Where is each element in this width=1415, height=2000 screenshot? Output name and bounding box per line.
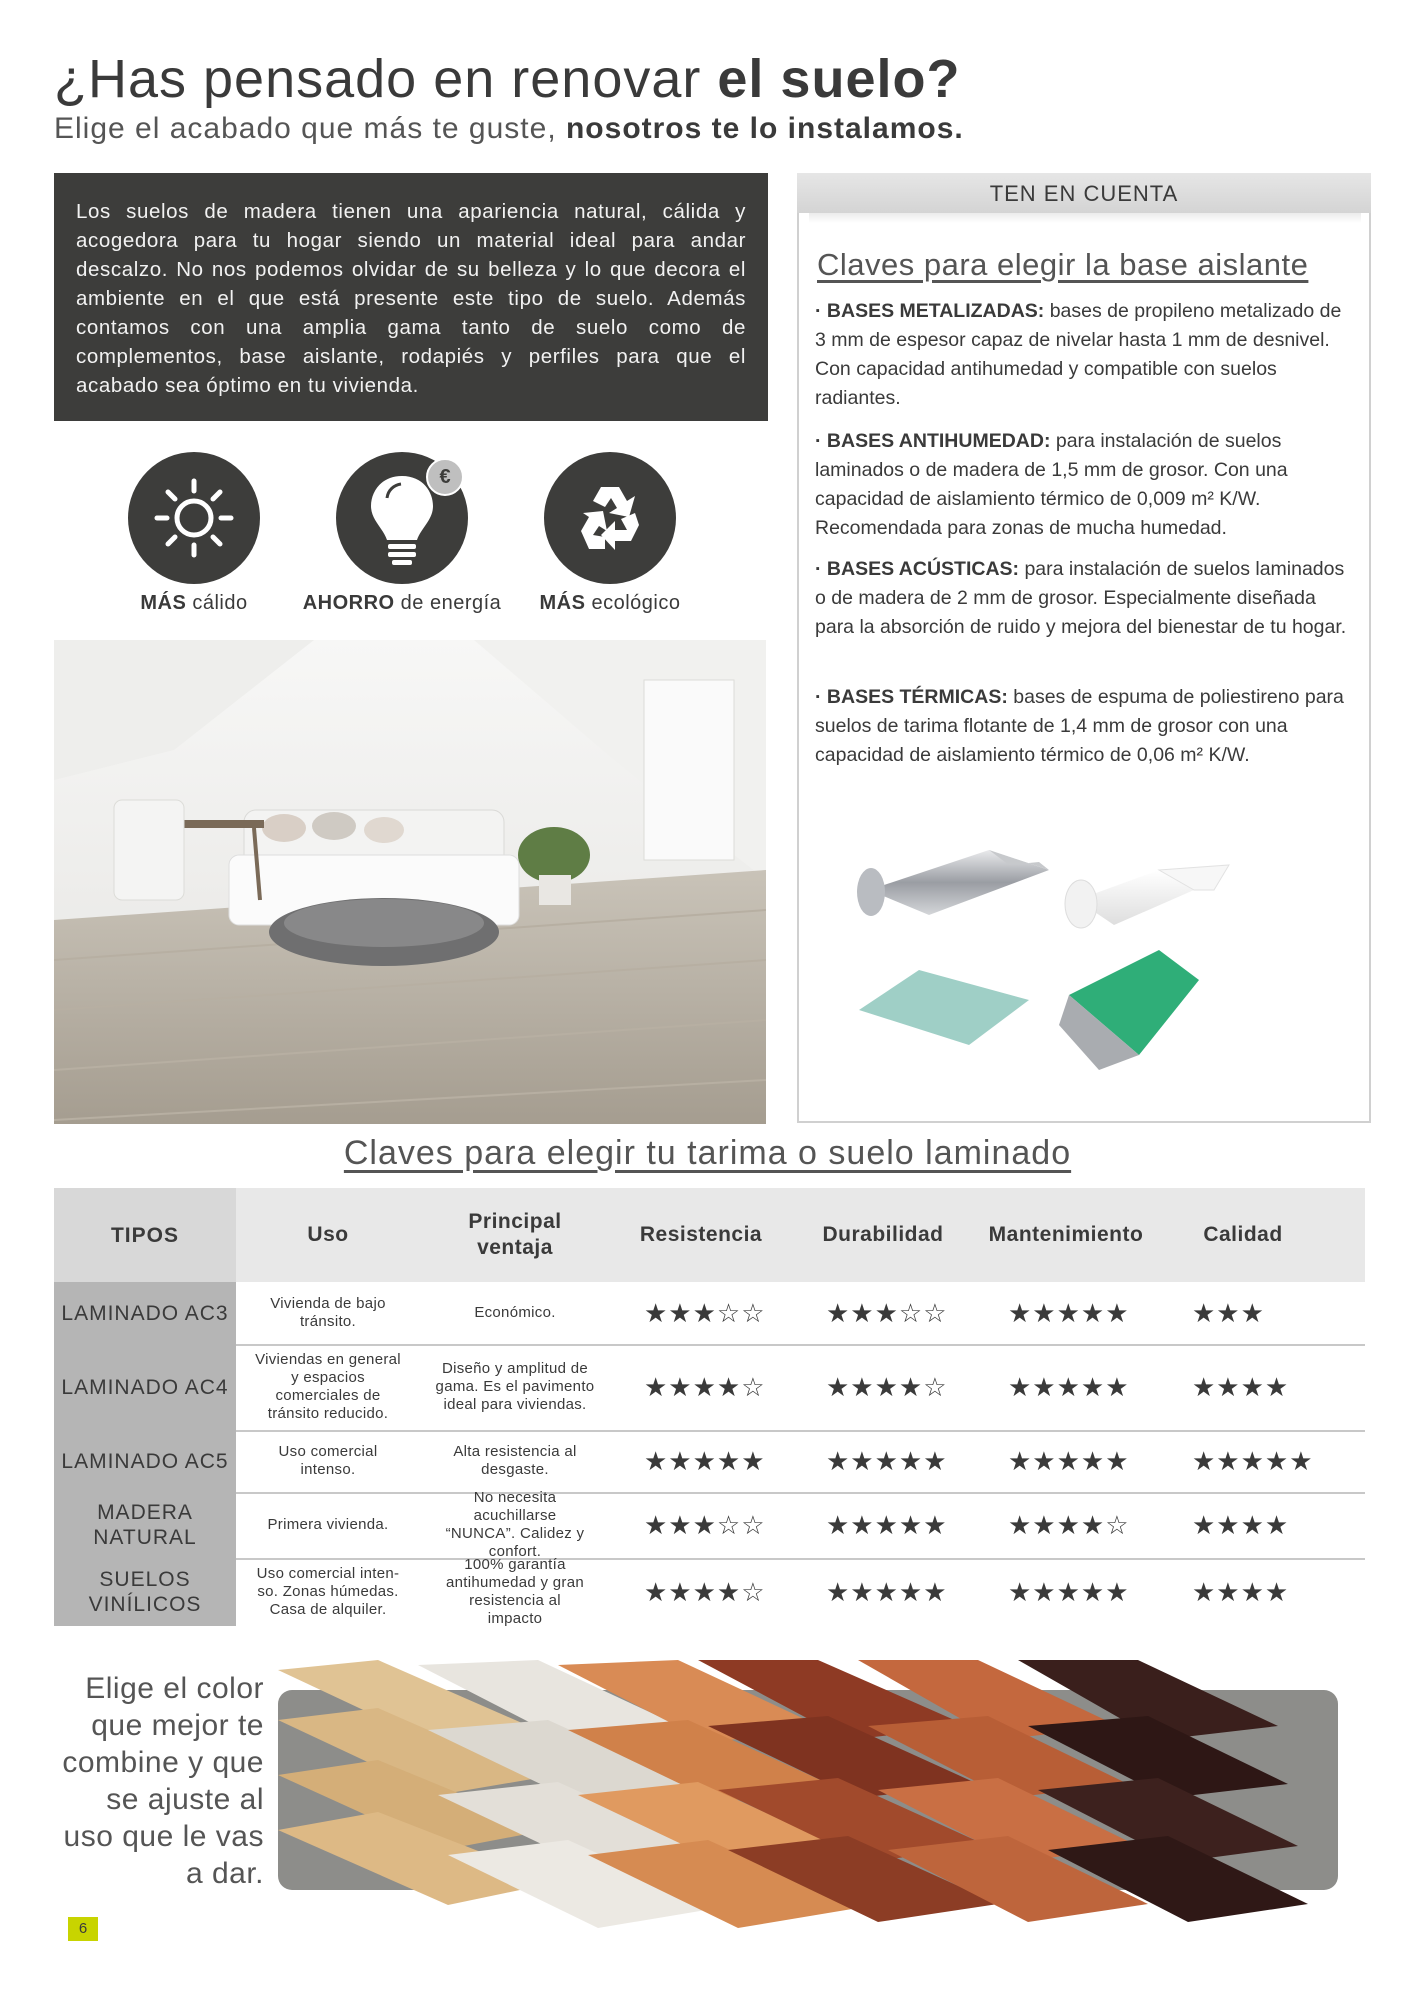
table-title: Claves para elegir tu tarima o suelo laminado (343, 1134, 1072, 1172)
quality-stars: ★★★★ (1192, 1371, 1290, 1402)
tips-header: TEN EN CUENTA (797, 173, 1371, 213)
use-cell: Primera vivienda. (267, 1516, 389, 1533)
feature-label: MÁS cálido (140, 592, 248, 614)
resistance-stars: ★★★☆☆ (644, 1297, 766, 1328)
quality-stars: ★★★★★ (1192, 1445, 1314, 1476)
tips-box (797, 173, 1371, 1123)
resistance-stars: ★★★★☆ (644, 1576, 766, 1607)
tips-title: Claves para elegir la base aislante (817, 247, 1309, 282)
column-header: TIPOS (54, 1188, 236, 1282)
resistance-stars: ★★★★☆ (644, 1371, 766, 1402)
durability-stars: ★★★☆☆ (826, 1297, 948, 1328)
base-item-antihumidity: · BASES ANTIHUMEDAD: para instalación de suelos laminados o de madera de 1,5 mm de grosor. Con una capacidad de aislamiento térmico de 0,009 m² K/W. Recomendada para zonas de mucha humedad. (815, 430, 1288, 539)
column-header: Mantenimiento (988, 1223, 1144, 1246)
type-cell: SUELOS VINÍLICOS (54, 1558, 236, 1626)
page-number: 6 (68, 1917, 98, 1941)
quality-stars: ★★★★ (1192, 1509, 1290, 1540)
maintenance-stars: ★★★★★ (1008, 1445, 1130, 1476)
quality-stars: ★★★ (1192, 1297, 1265, 1328)
feature-label: AHORRO de energía (302, 592, 502, 614)
sun-icon (128, 452, 260, 584)
advantage-cell: Diseño y amplitud de gama. Es el pavimento ideal para viviendas. (435, 1360, 595, 1413)
durability-stars: ★★★★★ (826, 1576, 948, 1607)
maintenance-stars: ★★★★☆ (1008, 1509, 1130, 1540)
table-header-row (54, 1188, 1365, 1282)
maintenance-stars: ★★★★★ (1008, 1576, 1130, 1607)
resistance-stars: ★★★★★ (644, 1445, 766, 1476)
base-item-thermal: · BASES TÉRMICAS: bases de espuma de poliestireno para suelos de tarima flotante de 1,4 mm de grosor con una capacidad de aislamiento térmico de 0,06 m² K/W. (815, 686, 1344, 766)
durability-stars: ★★★★★ (826, 1509, 948, 1540)
advantage-cell: Alta resistencia al desgaste. (453, 1443, 577, 1478)
table-row (54, 1282, 1365, 1346)
maintenance-stars: ★★★★★ (1008, 1297, 1130, 1328)
resistance-stars: ★★★☆☆ (644, 1509, 766, 1540)
feature-label: MÁS ecológico (539, 592, 681, 614)
type-cell: LAMINADO AC3 (54, 1282, 236, 1344)
page-title: ¿Has pensado en renovar el suelo? (54, 49, 961, 109)
use-cell: Uso comercial intenso. (278, 1443, 378, 1478)
euro-badge: € (426, 458, 464, 496)
wood-planks-image (278, 1660, 1368, 1935)
advantage-cell: Económico. (474, 1304, 556, 1321)
insulation-materials-image (839, 830, 1319, 1100)
table-row (54, 1558, 1365, 1626)
use-cell: Vivienda de bajo tránsito. (270, 1295, 386, 1330)
maintenance-stars: ★★★★★ (1008, 1371, 1130, 1402)
intro-text: Los suelos de madera tienen una apariencia natural, cálida y acogedora para tu hogar siendo un material ideal para andar descalzo. No nos podemos olvidar de su belleza y lo que decora el ambiente en el que está presente este tipo de suelo. Además contamos con una amplia gama tanto de suelo como de complementos, base aislante, rodapiés y perfiles para que el acabado sea óptimo en tu vivienda. (76, 200, 746, 397)
table-row (54, 1344, 1365, 1432)
base-item-acoustic: · BASES ACÚSTICAS: para instalación de suelos laminados o de madera de 2 mm de grosor. Especialmente diseñada para la absorción de ruido y mejora del bienestar de tu hogar. (815, 558, 1347, 638)
column-header: Durabilidad (822, 1223, 944, 1246)
type-cell: LAMINADO AC4 (54, 1344, 236, 1430)
living-room-photo (54, 640, 766, 1124)
table-row (54, 1489, 1365, 1560)
column-header: Resistencia (639, 1223, 763, 1246)
type-cell: MADERA NATURAL (54, 1492, 236, 1558)
column-header: Principal ventaja (468, 1210, 562, 1259)
base-item-metallized: · BASES METALIZADAS: bases de propileno metalizado de 3 mm de espesor capaz de nivelar hasta 1 mm de desnivel. Con capacidad antihumedad y compatible con suelos radiantes. (815, 300, 1342, 409)
quality-stars: ★★★★ (1192, 1576, 1290, 1607)
feature-ecological (510, 452, 710, 615)
column-header: Calidad (1203, 1223, 1283, 1246)
column-header: Uso (307, 1223, 349, 1246)
recycle-icon (544, 452, 676, 584)
feature-energy (302, 452, 502, 615)
type-cell: LAMINADO AC5 (54, 1430, 236, 1492)
color-selection-text: Elige el color que mejor te combine y que se ajuste al uso que le vas a dar. (62, 1672, 264, 1890)
intro-box (54, 173, 768, 421)
feature-warm (94, 452, 294, 615)
page-subtitle: Elige el acabado que más te guste, nosotros te lo instalamos. (54, 112, 964, 145)
advantage-cell: 100% garantía antihumedad y gran resistencia al impacto (446, 1556, 584, 1627)
light-bulb-icon (336, 452, 468, 584)
durability-stars: ★★★★★ (826, 1445, 948, 1476)
durability-stars: ★★★★☆ (826, 1371, 948, 1402)
use-cell: Viviendas en general y espacios comerciales de tránsito reducido. (255, 1351, 401, 1422)
use-cell: Uso comercial inten-so. Zonas húmedas. Casa de alquiler. (256, 1565, 400, 1618)
advantage-cell: No necesita acuchillarse “NUNCA”. Calidez y confort. (445, 1489, 585, 1560)
table-row (54, 1430, 1365, 1494)
